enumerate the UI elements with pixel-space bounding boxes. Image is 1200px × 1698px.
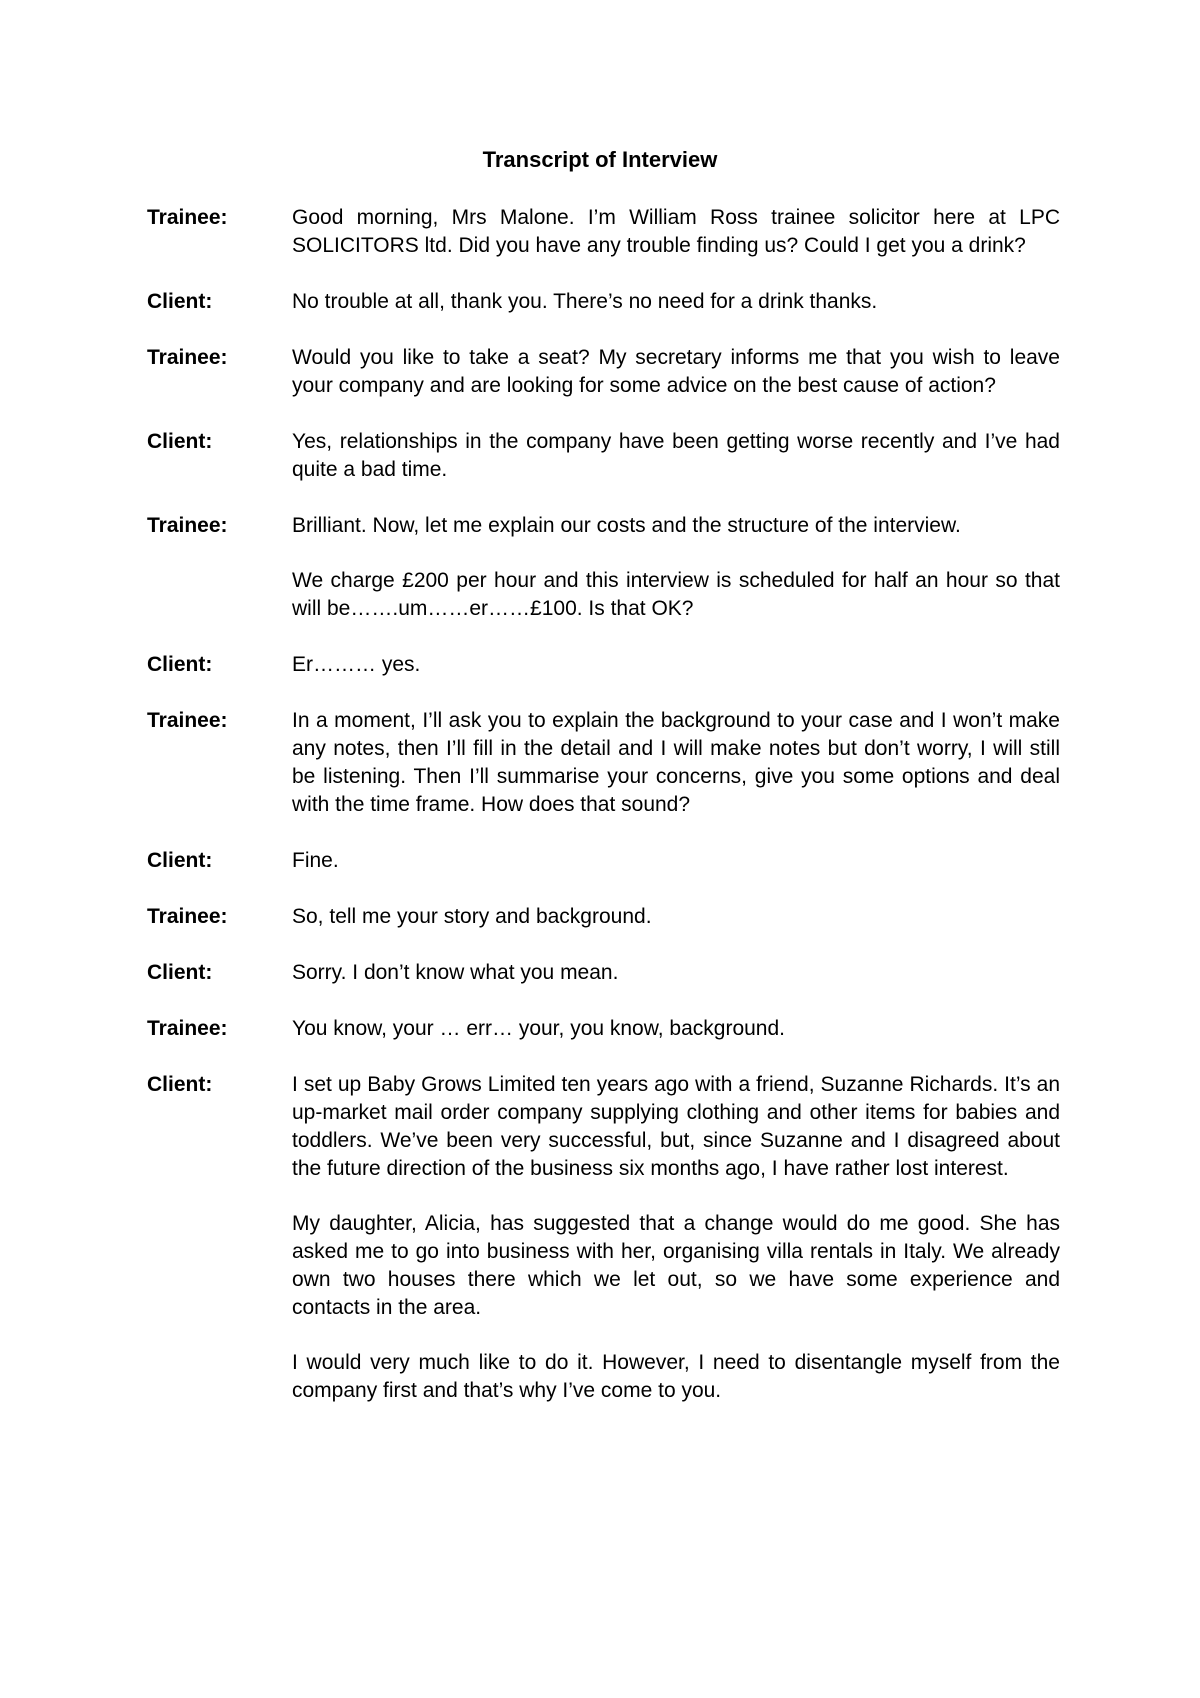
speech-paragraph: Brilliant. Now, let me explain our costs and the structure of the interview. xyxy=(292,514,961,537)
speech-paragraph: I set up Baby Grows Limited ten years ago with a friend, Suzanne Richards. It’s an up-market mail order company supplying clothing and other items for babies and toddlers. We’ve been very successful, but, since Suzanne and I disagreed about the future direction of the business six months ago, I have rather lost interest. xyxy=(292,1073,1060,1180)
transcript-turn xyxy=(147,1015,1060,1043)
speaker-label: Client: xyxy=(147,290,213,313)
transcript xyxy=(147,204,1060,1433)
transcript-turn xyxy=(147,903,1060,931)
speech-paragraph: In a moment, I’ll ask you to explain the background to your case and I won’t make any notes, then I’ll fill in the detail and I will make notes but don’t worry, I will still be listening. Then I’ll summarise your concerns, give you some options and deal with the time frame. How does that sound? xyxy=(292,709,1060,816)
speech-paragraph: My daughter, Alicia, has suggested that a change would do me good. She has asked me to go into business with her, organising villa rentals in Italy. We already own two houses there which we let out, so we have some experience and contacts in the area. xyxy=(292,1212,1060,1319)
speech-paragraph: I would very much like to do it. However, I need to disentangle myself from the company first and that’s why I’ve come to you. xyxy=(292,1351,1060,1402)
speech-paragraph: Fine. xyxy=(292,849,339,872)
speaker-label: Trainee: xyxy=(147,514,228,537)
speech-block xyxy=(292,1015,1060,1043)
speech-paragraph: We charge £200 per hour and this interview is scheduled for half an hour so that will be…….um……er……£100. Is that OK? xyxy=(292,569,1060,620)
speaker-label: Client: xyxy=(147,1073,213,1096)
speech-paragraph: Would you like to take a seat? My secretary informs me that you wish to leave your company and are looking for some advice on the best cause of action? xyxy=(292,346,1060,397)
speech-block xyxy=(292,959,1060,987)
transcript-turn xyxy=(147,707,1060,819)
transcript-turn xyxy=(147,1071,1060,1405)
speaker-label: Trainee: xyxy=(147,905,228,928)
speech-block xyxy=(292,428,1060,484)
transcript-turn xyxy=(147,512,1060,623)
transcript-turn xyxy=(147,847,1060,875)
speech-paragraph: Er……… yes. xyxy=(292,653,421,676)
transcript-turn xyxy=(147,204,1060,260)
speech-block xyxy=(292,707,1060,819)
speech-paragraph: Sorry. I don’t know what you mean. xyxy=(292,961,619,984)
speaker-label: Trainee: xyxy=(147,1017,228,1040)
speech-block xyxy=(292,344,1060,400)
speaker-label: Trainee: xyxy=(147,206,228,229)
speaker-label: Trainee: xyxy=(147,346,228,369)
speaker-label: Client: xyxy=(147,961,213,984)
speech-block xyxy=(292,1071,1060,1405)
speaker-label: Client: xyxy=(147,430,213,453)
speech-block xyxy=(292,288,1060,316)
speech-paragraph: No trouble at all, thank you. There’s no need for a drink thanks. xyxy=(292,290,878,313)
speech-paragraph: Yes, relationships in the company have been getting worse recently and I’ve had quite a bad time. xyxy=(292,430,1060,481)
speech-block xyxy=(292,512,1060,623)
speaker-label: Trainee: xyxy=(147,709,228,732)
document-title: Transcript of Interview xyxy=(482,147,718,172)
speech-block xyxy=(292,204,1060,260)
speaker-label: Client: xyxy=(147,653,213,676)
transcript-turn xyxy=(147,288,1060,316)
speech-paragraph: So, tell me your story and background. xyxy=(292,905,652,928)
transcript-turn xyxy=(147,651,1060,679)
speaker-label: Client: xyxy=(147,849,213,872)
speech-paragraph: You know, your … err… your, you know, background. xyxy=(292,1017,785,1040)
speech-block xyxy=(292,651,1060,679)
speech-block xyxy=(292,903,1060,931)
transcript-turn xyxy=(147,344,1060,400)
speech-block xyxy=(292,847,1060,875)
transcript-turn xyxy=(147,959,1060,987)
transcript-turn xyxy=(147,428,1060,484)
speech-paragraph: Good morning, Mrs Malone. I’m William Ross trainee solicitor here at LPC SOLICITORS ltd. Did you have any trouble finding us? Could I get you a drink? xyxy=(292,206,1060,257)
